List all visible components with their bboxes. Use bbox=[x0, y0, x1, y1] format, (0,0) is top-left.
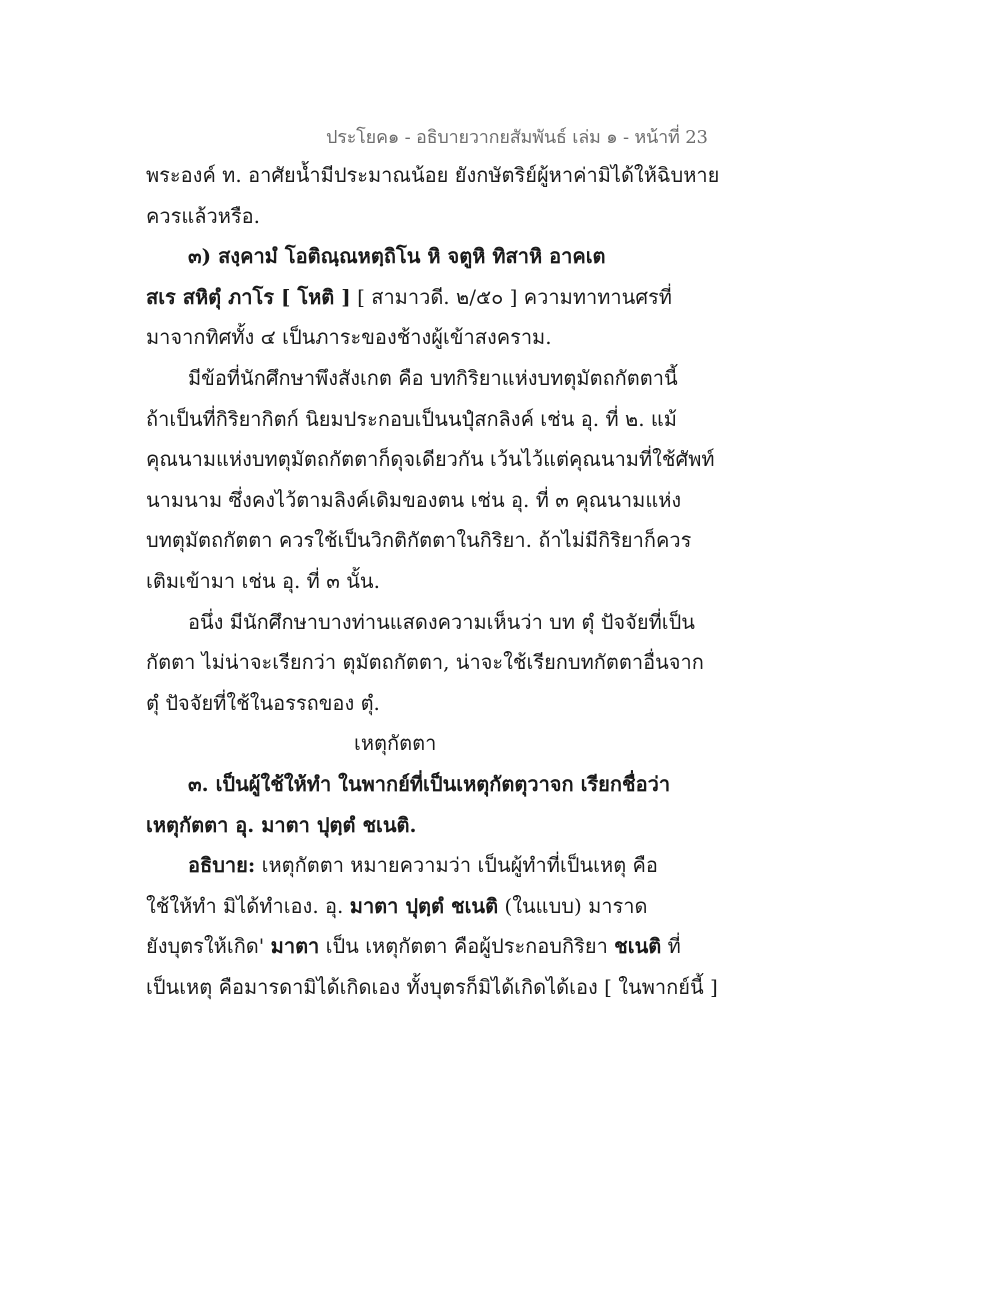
bold-run: ชเนติ bbox=[614, 934, 662, 959]
bold-run: มาตา bbox=[270, 934, 320, 959]
text-run: (ในแบบ) มาราด bbox=[498, 893, 648, 918]
paragraph-start bbox=[146, 845, 686, 886]
text-run: เป็น เหตุกัตตา คือผู้ประกอบกิริยา bbox=[319, 934, 615, 959]
text-line: นามนาม ซึ่งคงไว้ตามลิงค์เดิมของตน เช่น อุ. ที่ ๓ คุณนามแห่ง bbox=[146, 487, 682, 512]
text-line bbox=[146, 805, 686, 846]
section-heading: เหตุกัตตา bbox=[354, 731, 437, 756]
text-line: ถ้าเป็นที่กิริยากิตก์ นิยมประกอบเป็นนปุํสกลิงค์ เช่น อุ. ที่ ๒. แม้ bbox=[146, 406, 677, 431]
definition-heading bbox=[146, 764, 686, 805]
text-run: ที่ bbox=[661, 934, 681, 959]
paragraph-start: อนึ่ง มีนักศึกษาบางท่านแสดงความเห็นว่า บท ตุํ ปัจจัยที่เป็น bbox=[188, 609, 695, 634]
text-line: ตุํ ปัจจัยที่ใช้ในอรรถของ ตุํ. bbox=[146, 690, 380, 715]
explanation-label: อธิบาย: bbox=[188, 853, 256, 878]
text-line: กัตตา ไม่น่าจะเรียกว่า ตุมัตถกัตตา, น่าจะใช้เรียกบทกัตตาอื่นจาก bbox=[146, 650, 704, 675]
text-run: ใช้ให้ทำ มิได้ทำเอง. อุ. bbox=[146, 893, 350, 918]
running-header: ประโยค๑ - อธิบายวากยสัมพันธ์ เล่ม ๑ - หน้าที่ 23 bbox=[326, 127, 708, 148]
text-line: บทตุมัตถกัตตา ควรใช้เป็นวิกติกัตตาในกิริยา. ถ้าไม่มีกิริยาก็ควร bbox=[146, 528, 692, 553]
definition-text: ๓. เป็นผู้ใช้ให้ทำ ในพากย์ที่เป็นเหตุกัตตุวาจก เรียกชื่อว่า bbox=[188, 771, 671, 796]
paragraph-start: มีข้อที่นักศึกษาพึงสังเกต คือ บทกิริยาแห่งบทตุมัตถกัตตานี้ bbox=[188, 365, 678, 390]
text-line: เติมเข้ามา เช่น อุ. ที่ ๓ นั้น. bbox=[146, 568, 380, 593]
text-line bbox=[146, 277, 686, 318]
bold-run: มาตา ปุตฺตํ ชเนติ bbox=[349, 893, 499, 918]
text-run: ยังบุตรให้เกิด' bbox=[146, 934, 271, 959]
text-line: เป็นเหตุ คือมารดามิได้เกิดเอง ทั้งบุตรก็มิได้เกิดได้เอง [ ในพากย์นี้ ] bbox=[146, 974, 718, 999]
text-line: ควรแล้วหรือ. bbox=[146, 203, 261, 228]
example-pali-continued: สเร สหิตุํ ภาโร [ โหติ ] bbox=[146, 284, 351, 309]
text-line: คุณนามแห่งบทตุมัตถกัตตาก็ดุจเดียวกัน เว้นไว้แต่คุณนามที่ใช้ศัพท์ bbox=[146, 447, 715, 472]
example-pali: ๓) สงฺคามํ โอติณฺณหตฺถิโน หิ จตูหิ ทิสาหิ อาคเต bbox=[188, 244, 606, 269]
text-line: พระองค์ ท. อาศัยน้ำมีประมาณน้อย ยังกษัตริย์ผู้หาค่ามิได้ให้ฉิบหาย bbox=[146, 163, 720, 187]
text-line bbox=[146, 926, 686, 967]
body-text bbox=[146, 155, 720, 1007]
text-line bbox=[146, 886, 686, 927]
example-heading bbox=[146, 236, 686, 277]
definition-example: เหตุกัตตา อุ. มาตา ปุตฺตํ ชเนติ. bbox=[146, 812, 417, 837]
example-translation: [ สามาวดี. ๒/๕๐ ] ความทาทานศรที่ bbox=[350, 284, 672, 309]
text-line: มาจากทิศทั้ง ๔ เป็นภาระของช้างผู้เข้าสงคราม. bbox=[146, 325, 552, 350]
text-run: เหตุกัตตา หมายความว่า เป็นผู้ทำที่เป็นเหตุ คือ bbox=[255, 853, 658, 878]
